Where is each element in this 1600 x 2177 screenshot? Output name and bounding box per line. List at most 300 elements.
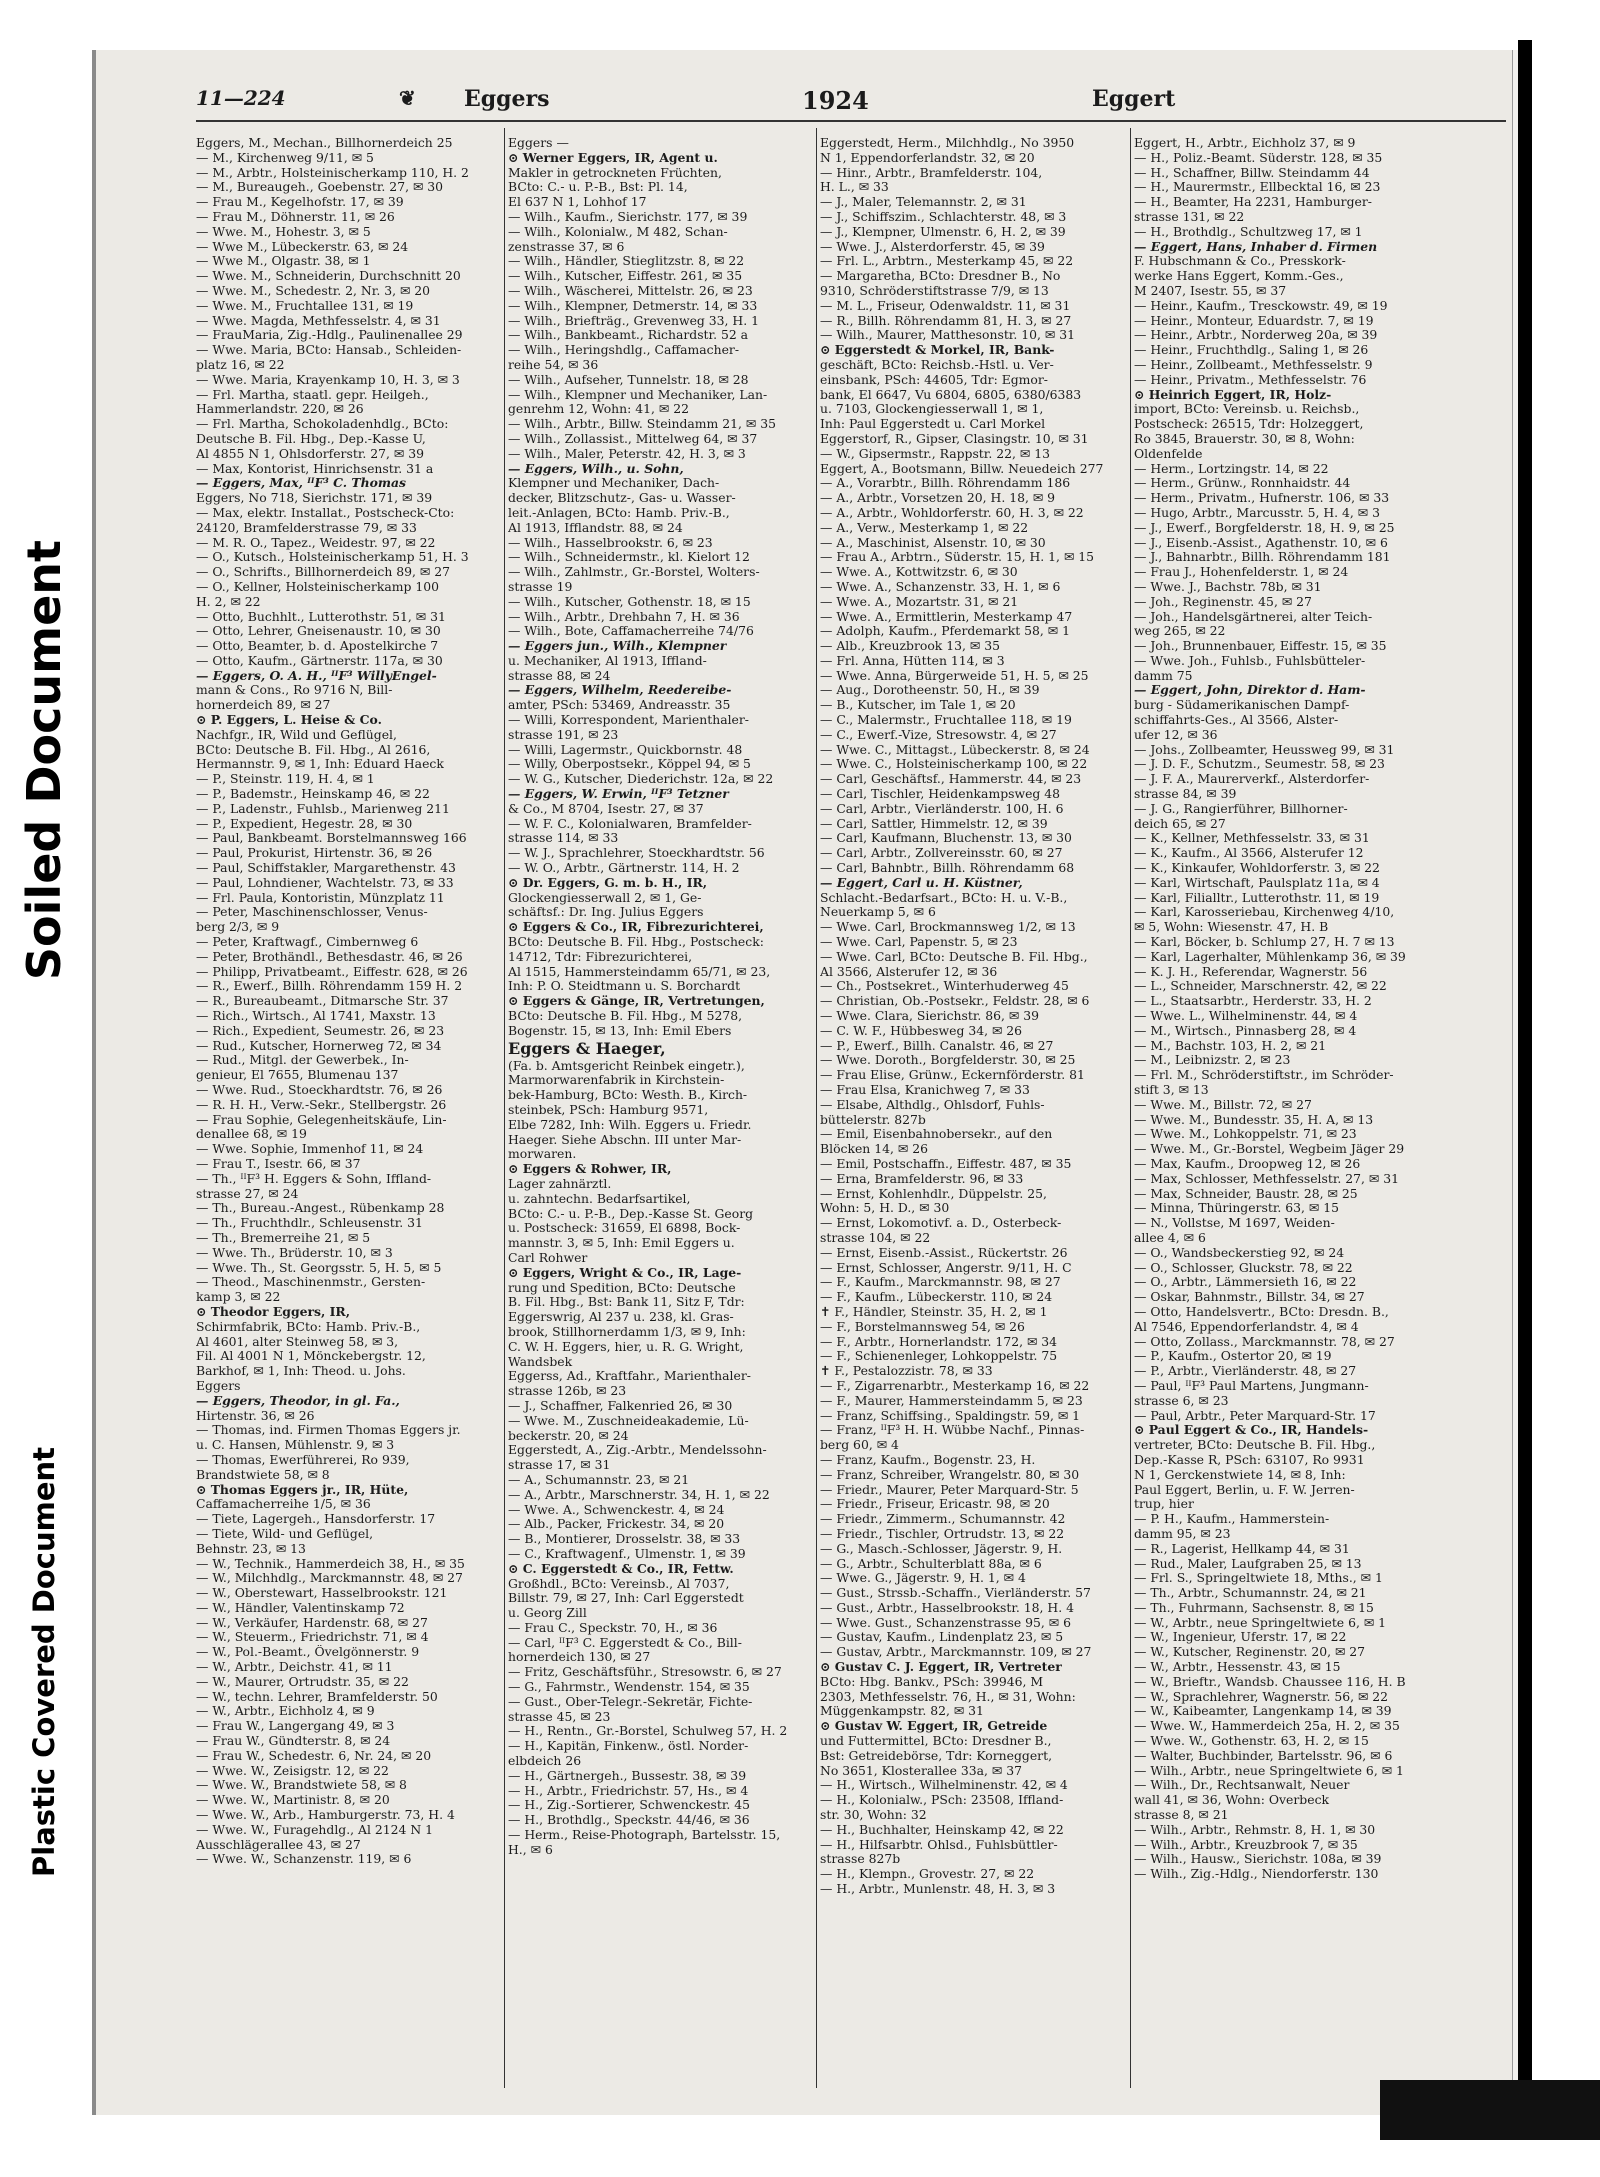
directory-entry: wall 41, ✉ 36, Wohn: Overbeck — [1134, 1793, 1330, 1808]
directory-entry: Eggert, H., Arbtr., Eichholz 37, ✉ 9 — [1134, 136, 1356, 150]
directory-entry: ⊙ Werner Eggers, IR, Agent u. — [508, 150, 718, 165]
directory-entry: kamp 3, ✉ 22 — [196, 1290, 281, 1305]
directory-entry: — Gustav, Arbtr., Marckmannstr. 109, ✉ 27 — [820, 1645, 1092, 1660]
directory-entry: — Christian, Ob.-Postsekr., Feldstr. 28, ✉ 6 — [820, 994, 1090, 1009]
directory-entry: — Fritz, Geschäftsführ., Stresowstr. 6, ✉ 27 — [508, 1665, 782, 1680]
directory-entry: — Wilh., Heringshdlg., Caffamacher- — [508, 343, 740, 358]
directory-entry: H., ✉ 6 — [508, 1842, 553, 1857]
directory-entry: ufer 12, ✉ 36 — [1134, 727, 1218, 742]
directory-entry: Eggers, No 718, Sierichstr. 171, ✉ 39 — [196, 491, 433, 506]
directory-entry: N 1, Gerckenstwiete 14, ✉ 8, Inh: — [1134, 1467, 1346, 1482]
directory-entry: Elbe 7282, Inh: Wilh. Eggers u. Friedr. — [508, 1117, 752, 1132]
directory-entry: stift 3, ✉ 13 — [1134, 1083, 1209, 1097]
directory-entry: — R., Billh. Röhrendamm 81, H. 3, ✉ 27 — [820, 313, 1072, 328]
directory-entry: berg 2/3, ✉ 9 — [196, 920, 280, 935]
directory-entry: — Thomas, ind. Firmen Thomas Eggers jr. — [196, 1423, 461, 1438]
directory-entry: — Aug., Dorotheenstr. 50, H., ✉ 39 — [820, 683, 1040, 698]
directory-entry: Marmorwarenfabrik in Kirchstein- — [508, 1073, 725, 1088]
directory-entry: — Wilh., Arbtr., neue Springeltwiete 6, ✉ 1 — [1134, 1763, 1404, 1778]
directory-entry: — Emil, Postschaffn., Eiffestr. 487, ✉ 35 — [820, 1156, 1072, 1171]
directory-entry: C. W. H. Eggers, hier, u. R. G. Wright, — [508, 1339, 744, 1354]
directory-entry: — Eggers, Theodor, in gl. Fa., — [196, 1393, 400, 1408]
directory-entry: — Eggert, Carl u. H. Küstner, — [820, 875, 1023, 890]
directory-entry: burg - Südamerikanischen Dampf- — [1134, 698, 1350, 713]
directory-entry: — R., Ewerf., Billh. Röhrendamm 159 H. 2 — [196, 979, 463, 994]
directory-entry: — Wilh., Klempner und Mechaniker, Lan- — [508, 387, 768, 402]
directory-entry: — W., Arbtr., Hessenstr. 43, ✉ 15 — [1134, 1660, 1341, 1675]
directory-entry: strasse 114, ✉ 33 — [508, 831, 619, 846]
directory-entry: deich 65, ✉ 27 — [1134, 816, 1226, 831]
directory-entry: — Wilh., Kutscher, Eiffestr. 261, ✉ 35 — [508, 269, 743, 284]
directory-entry: — J., Bahnarbtr., Billh. Röhrendamm 181 — [1134, 550, 1391, 565]
directory-entry: — Wwe. M., Hohestr. 3, ✉ 5 — [196, 224, 371, 239]
directory-entry: strasse 827b — [820, 1852, 901, 1867]
directory-entry: einsbank, PSch: 44605, Tdr: Egmor- — [820, 372, 1048, 387]
directory-entry: Blöcken 14, ✉ 26 — [820, 1142, 928, 1157]
directory-entry: ✉ 5, Wohn: Wiesenstr. 47, H. B — [1134, 920, 1329, 935]
directory-entry: Nachfgr., IR, Wild und Geflügel, — [196, 727, 397, 742]
directory-entry: — Th., Fuhrmann, Sachsenstr. 8, ✉ 15 — [1134, 1600, 1374, 1615]
directory-entry: ⊙ Eggerstedt & Morkel, IR, Bank- — [820, 343, 1055, 358]
directory-entry: Eggerss, Ad., Kraftfahr., Marienthaler- — [508, 1369, 751, 1384]
directory-entry: — M., Bureaugeh., Goebenstr. 27, ✉ 30 — [196, 180, 444, 195]
directory-entry: — A., Arbtr., Wohldorferstr. 60, H. 3, ✉ 22 — [820, 505, 1084, 520]
directory-entry: — Wwe. J., Bachstr. 78b, ✉ 31 — [1134, 579, 1322, 594]
directory-entry: — Oskar, Bahnmstr., Billstr. 34, ✉ 27 — [1134, 1290, 1365, 1305]
directory-entry: — Wwe. Rud., Stoeckhardtstr. 76, ✉ 26 — [196, 1083, 443, 1097]
directory-entry: — Wwe. Magda, Methfesselstr. 4, ✉ 31 — [196, 313, 441, 328]
directory-entry: — Wilh., Maler, Peterstr. 42, H. 3, ✉ 3 — [508, 446, 746, 461]
directory-entry: u. 7103, Glockengiesserwall 1, ✉ 1, — [820, 402, 1044, 417]
directory-entry: — Wwe. Clara, Sierichstr. 86, ✉ 39 — [820, 1009, 1039, 1024]
directory-entry: BCto: Deutsche B. Fil. Hbg., Postscheck: — [508, 935, 764, 950]
directory-entry: — Carl, Arbtr., Zollvereinsstr. 60, ✉ 27 — [820, 846, 1063, 861]
directory-entry: — Wwe. A., Ermittlerin, Mesterkamp 47 — [820, 609, 1073, 624]
directory-entry: Schlacht.-Bedarfsart., BCto: H. u. V.-B., — [820, 890, 1068, 905]
directory-entry: — Rud., Kutscher, Hornerweg 72, ✉ 34 — [196, 1038, 442, 1053]
directory-entry: — Eggers, Wilhelm, Reedereibe- — [508, 683, 732, 698]
directory-entry: — Wilh., Zahlmstr., Gr.-Borstel, Wolters- — [508, 565, 760, 580]
directory-entry: — Wwe. W., Schanzenstr. 119, ✉ 6 — [196, 1852, 412, 1867]
directory-entry: — Wwe. Joh., Fuhlsb., Fuhlsbütteler- — [1134, 653, 1366, 668]
directory-entry: — Emil, Eisenbahnobersekr., auf den — [820, 1127, 1053, 1142]
directory-entry: — Otto, Buchhlt., Lutterothstr. 51, ✉ 31 — [196, 609, 446, 624]
directory-entry: — Wwe. M., Schneiderin, Durchschnitt 20 — [196, 269, 461, 284]
directory-entry: — Karl, Filialltr., Lutterothstr. 11, ✉ 19 — [1134, 890, 1380, 905]
directory-entry: — K., Kaufm., Al 3566, Alsterufer 12 — [1134, 846, 1364, 861]
directory-entry: reihe 54, ✉ 36 — [508, 357, 599, 372]
directory-entry: und Futtermittel, BCto: Dresdner B., — [820, 1734, 1052, 1749]
directory-entry: u. Mechaniker, Al 1913, Iffland- — [508, 653, 707, 668]
directory-entry: — Franz, Schiffsing., Spaldingstr. 59, ✉ 1 — [820, 1408, 1081, 1423]
directory-entry: — Franz, ᴵᴵF³ H. H. Wübbe Nachf., Pinnas- — [820, 1423, 1085, 1438]
directory-entry: — W., Kaibeamter, Langenkamp 14, ✉ 39 — [1134, 1704, 1392, 1719]
directory-entry: genrehm 12, Wohn: 41, ✉ 22 — [508, 402, 689, 417]
directory-entry: hornerdeich 89, ✉ 27 — [196, 698, 331, 713]
directory-entry: — W. G., Kutscher, Diederichstr. 12a, ✉ 22 — [508, 772, 774, 787]
directory-entry: — H., Brothdlg., Schultzweg 17, ✉ 1 — [1134, 224, 1363, 239]
directory-entry: — W., Milchhdlg., Marckmannstr. 48, ✉ 27 — [196, 1571, 463, 1586]
directory-entry: — Herm., Lortzingstr. 14, ✉ 22 — [1134, 461, 1329, 476]
directory-entry: Paul Eggert, Berlin, u. F. W. Jerren- — [1134, 1482, 1355, 1497]
directory-entry: — Peter, Kraftwagf., Cimbernweg 6 — [196, 935, 419, 950]
directory-entry: — Franz, Kaufm., Bogenstr. 23, H. — [820, 1452, 1036, 1467]
directory-entry: — M., Leibnizstr. 2, ✉ 23 — [1134, 1053, 1291, 1068]
directory-entry: — Erna, Bramfelderstr. 96, ✉ 33 — [820, 1171, 1024, 1186]
directory-entry: mannstr. 3, ✉ 5, Inh: Emil Eggers u. — [508, 1236, 735, 1251]
directory-entry: — J., Schaffner, Falkenried 26, ✉ 30 — [508, 1398, 733, 1413]
directory-entry: Eggerstedt, Herm., Milchhdlg., No 3950 — [820, 136, 1075, 150]
directory-entry: (Fa. b. Amtsgericht Reinbek eingetr.), — [508, 1058, 745, 1073]
directory-entry: — Wwe. M., Lohkoppelstr. 71, ✉ 23 — [1134, 1127, 1357, 1142]
directory-entry: — M., Kirchenweg 9/11, ✉ 5 — [196, 150, 374, 165]
directory-entry: — J. D. F., Schutzm., Seumestr. 58, ✉ 23 — [1134, 757, 1385, 772]
directory-entry: — R., Lagerist, Hellkamp 44, ✉ 31 — [1134, 1541, 1350, 1556]
directory-entry: — Wwe. M., Schedestr. 2, Nr. 3, ✉ 20 — [196, 283, 431, 298]
directory-entry: — Wilh., Schneidermstr., kl. Kielort 12 — [508, 550, 750, 565]
scan-border-bottom — [1380, 2080, 1600, 2140]
directory-entry: — Gust., Strssb.-Schaffn., Vierländerstr. 57 — [820, 1586, 1091, 1601]
directory-entry: — B., Montierer, Drosselstr. 38, ✉ 33 — [508, 1532, 741, 1547]
directory-entry: — P., Steinstr. 119, H. 4, ✉ 1 — [196, 772, 375, 787]
directory-entry: strasse 84, ✉ 39 — [1134, 787, 1237, 802]
directory-entry: H. 2, ✉ 22 — [196, 594, 261, 609]
directory-entry: — Karl, Lagerhalter, Mühlenkamp 36, ✉ 39 — [1134, 949, 1406, 964]
directory-entry: F. Hubschmann & Co., Presskork- — [1134, 254, 1346, 269]
directory-entry: — P., Ewerf., Billh. Canalstr. 46, ✉ 27 — [820, 1038, 1054, 1053]
directory-entry: Caffamacherreihe 1/5, ✉ 36 — [196, 1497, 371, 1512]
directory-entry: Al 3566, Alsterufer 12, ✉ 36 — [820, 964, 998, 979]
directory-entry: — F., Borstelmannsweg 54, ✉ 26 — [820, 1319, 1025, 1334]
directory-entry: — O., Schrifts., Billhornerdeich 89, ✉ 27 — [196, 565, 451, 580]
directory-entry: — Otto, Beamter, b. d. Apostelkirche 7 — [196, 639, 439, 654]
directory-entry: — Wwe. M., Zuschneideakademie, Lü- — [508, 1413, 749, 1428]
directory-entry: Schirmfabrik, BCto: Hamb. Priv.-B., — [196, 1319, 421, 1334]
directory-entry: — Wilh., Bankbeamt., Richardstr. 52 a — [508, 328, 749, 343]
directory-entry: — Herm., Reise-Photograph, Bartelsstr. 15, — [508, 1828, 781, 1843]
directory-entry: — Max, Kaufm., Droopweg 12, ✉ 26 — [1134, 1156, 1361, 1171]
directory-entry: ⊙ Gustav W. Eggert, IR, Getreide — [820, 1719, 1048, 1734]
directory-entry: — W., Kutscher, Reginenstr. 20, ✉ 27 — [1134, 1645, 1366, 1660]
directory-entry: Billstr. 79, ✉ 27, Inh: Carl Eggerstedt — [508, 1591, 744, 1606]
directory-entry: — Th., Bremerreihe 21, ✉ 5 — [196, 1230, 371, 1245]
directory-entry: N 1, Eppendorferlandstr. 32, ✉ 20 — [820, 150, 1035, 165]
directory-entry: — Tiete, Wild- und Geflügel, — [196, 1526, 374, 1541]
directory-entry: ⊙ C. Eggerstedt & Co., IR, Fettw. — [508, 1561, 734, 1576]
directory-entry: ⊙ Paul Eggert & Co., IR, Handels- — [1134, 1423, 1369, 1438]
directory-entry: Al 1515, Hammersteindamm 65/71, ✉ 23, — [508, 964, 771, 979]
directory-entry: — Max, Schlosser, Methfesselstr. 27, ✉ 31 — [1134, 1171, 1400, 1186]
directory-entry: — Wilh., Händler, Stieglitzstr. 8, ✉ 22 — [508, 254, 745, 269]
directory-entry: — Wilh., Briefträg., Grevenweg 33, H. 1 — [508, 313, 760, 328]
directory-entry: — Willi, Lagermstr., Quickbornstr. 48 — [508, 742, 743, 757]
directory-entry: — Wilh., Kolonialw., M 482, Schan- — [508, 224, 728, 239]
directory-entry: B. Fil. Hbg., Bst: Bank 11, Sitz F, Tdr: — [508, 1295, 745, 1310]
directory-entry: — Rich., Wirtsch., Al 1741, Maxstr. 13 — [196, 1009, 436, 1024]
directory-entry: — R. H. H., Verw.-Sekr., Stellbergstr. 26 — [196, 1097, 447, 1112]
directory-entry: — W., Brieftr., Wandsb. Chaussee 116, H. B — [1134, 1674, 1406, 1689]
directory-entry: — Eggers, O. A. H., ᴵᴵF³ WillyEngel- — [196, 668, 437, 683]
directory-entry: — Wwe. W., Brandstwiete 58, ✉ 8 — [196, 1778, 407, 1793]
directory-entry: — Otto, Kaufm., Gärtnerstr. 117a, ✉ 30 — [196, 653, 443, 668]
directory-entry: strasse 88, ✉ 24 — [508, 668, 611, 683]
directory-entry: Wohn: 5, H. D., ✉ 30 — [820, 1201, 950, 1216]
directory-entry: — J., Eisenb.-Assist., Agathenstr. 10, ✉ 6 — [1134, 535, 1388, 550]
header-right-keyword: Eggert — [1092, 86, 1176, 112]
directory-column-2 — [508, 136, 814, 2091]
directory-entry: — Walter, Buchbinder, Bartelsstr. 96, ✉ 6 — [1134, 1748, 1393, 1763]
directory-entry: — F., Zigarrenarbtr., Mesterkamp 16, ✉ 22 — [820, 1378, 1090, 1393]
directory-entry: Oldenfelde — [1134, 446, 1203, 461]
directory-entry: — Wwe M., Lübeckerstr. 63, ✉ 24 — [196, 239, 409, 254]
directory-entry: — Karl, Wirtschaft, Paulsplatz 11a, ✉ 4 — [1134, 875, 1380, 890]
directory-entry: — Carl, Arbtr., Vierländerstr. 100, H. 6 — [820, 801, 1064, 816]
directory-entry: mann & Cons., Ro 9716 N, Bill- — [196, 683, 393, 698]
directory-entry: strasse 126b, ✉ 23 — [508, 1384, 627, 1399]
directory-entry: Neuerkamp 5, ✉ 6 — [820, 905, 936, 920]
directory-entry: — Wwe. M., Bundesstr. 35, H. A, ✉ 13 — [1134, 1112, 1374, 1127]
scan-border-right — [1518, 0, 1600, 2177]
directory-entry: ⊙ Eggers, Wright & Co., IR, Lage- — [508, 1265, 742, 1280]
directory-entry: damm 75 — [1134, 668, 1193, 683]
directory-entry: strasse 8, ✉ 21 — [1134, 1808, 1229, 1823]
directory-entry: — H., Arbtr., Friedrichstr. 57, Hs., ✉ 4 — [508, 1783, 749, 1798]
directory-entry: — Frau M., Döhnerstr. 11, ✉ 26 — [196, 209, 395, 224]
directory-entry: — Wwe. W., Arb., Hamburgerstr. 73, H. 4 — [196, 1808, 455, 1823]
directory-entry: Inh: Paul Eggerstedt u. Carl Morkel — [820, 417, 1046, 432]
directory-entry: — Eggers, Max, ᴵᴵF³ C. Thomas — [196, 476, 406, 491]
directory-entry: Brandstwiete 58, ✉ 8 — [196, 1467, 330, 1482]
directory-entry: — W., Technik., Hammerdeich 38, H., ✉ 35 — [196, 1556, 465, 1571]
directory-entry: strasse 27, ✉ 24 — [196, 1186, 299, 1201]
directory-entry: — Carl, Kaufmann, Bluchenstr. 13, ✉ 30 — [820, 831, 1072, 846]
directory-entry: — O., Kellner, Holsteinischerkamp 100 — [196, 579, 440, 594]
directory-entry: — Frl. Martha, Schokoladenhdlg., BCto: — [196, 417, 449, 432]
scan-dark-bar — [1518, 40, 1532, 2140]
directory-entry: Inh: P. O. Steidtmann u. S. Borchardt — [508, 979, 741, 994]
directory-entry: — Eggers, W. Erwin, ᴵᴵF³ Tetzner — [508, 787, 729, 802]
directory-entry: — Friedr., Friseur, Ericastr. 98, ✉ 20 — [820, 1497, 1050, 1512]
directory-entry: — W., Händler, Valentinskamp 72 — [196, 1600, 405, 1615]
directory-entry: — H., Zig.-Sortierer, Schwenckestr. 45 — [508, 1798, 751, 1813]
directory-entry: — H., Hilfsarbtr. Ohlsd., Fuhlsbüttler- — [820, 1837, 1058, 1852]
directory-entry: — Eggert, John, Direktor d. Ham- — [1134, 683, 1366, 698]
directory-entry: 2303, Methfesselstr. 76, H., ✉ 31, Wohn: — [820, 1689, 1076, 1704]
directory-entry: — Ernst, Schlosser, Angerstr. 9/11, H. C — [820, 1260, 1072, 1275]
directory-entry: — Carl, Bahnbtr., Billh. Röhrendamm 68 — [820, 861, 1075, 876]
directory-entry: — Eggers jun., Wilh., Klempner — [508, 639, 727, 654]
directory-entry: — Wwe. Doroth., Borgfelderstr. 30, ✉ 25 — [820, 1053, 1076, 1068]
directory-entry: — Herm., Privatm., Hufnerstr. 106, ✉ 33 — [1134, 491, 1390, 506]
directory-entry: — Wwe. Carl, Papenstr. 5, ✉ 23 — [820, 935, 1018, 950]
directory-entry: — G., Masch.-Schlosser, Jägerstr. 9, H. — [820, 1541, 1063, 1556]
directory-entry: — H., Brothdlg., Speckstr. 44/46, ✉ 36 — [508, 1813, 750, 1828]
directory-entry: — P., Expedient, Hegestr. 28, ✉ 30 — [196, 816, 413, 831]
directory-entry: — Wwe. J., Alsterdorferstr. 45, ✉ 39 — [820, 239, 1045, 254]
directory-entry: — Frl. Martha, staatl. gepr. Heilgeh., — [196, 387, 429, 402]
directory-entry: — Friedr., Zimmerm., Schumannstr. 42 — [820, 1512, 1066, 1527]
page-number: 11—224 — [196, 86, 286, 110]
directory-entry: Eggerstorf, R., Gipser, Clasingstr. 10, ✉ 31 — [820, 431, 1089, 446]
directory-entry: — W., Steuerm., Friedrichstr. 71, ✉ 4 — [196, 1630, 429, 1645]
directory-entry: — Frau Elise, Grünw., Eckernförderstr. 81 — [820, 1068, 1085, 1083]
directory-entry: — Th., Arbtr., Schumannstr. 24, ✉ 21 — [1134, 1586, 1367, 1601]
directory-entry: — Wilh., Kaufm., Sierichstr. 177, ✉ 39 — [508, 209, 748, 224]
directory-entry: — Wwe. M., Fruchtallee 131, ✉ 19 — [196, 298, 414, 313]
directory-entry: — H., Poliz.-Beamt. Süderstr. 128, ✉ 35 — [1134, 150, 1383, 165]
directory-entry: — P., Kaufm., Ostertor 20, ✉ 19 — [1134, 1349, 1332, 1364]
directory-entry: — Rich., Expedient, Seumestr. 26, ✉ 23 — [196, 1023, 445, 1038]
directory-entry: — H., Kolonialw., PSch: 23508, Iffland- — [820, 1793, 1064, 1808]
directory-entry: ⊙ Gustav C. J. Eggert, IR, Vertreter — [820, 1660, 1062, 1675]
directory-entry: — Alb., Kreuzbrook 13, ✉ 35 — [820, 639, 1000, 654]
directory-entry: — Wilh., Arbtr., Kreuzbrook 7, ✉ 35 — [1134, 1837, 1358, 1852]
plastic-covered-label: Plastic Covered Document — [27, 1447, 61, 1877]
directory-entry: — Friedr., Tischler, Ortrudstr. 13, ✉ 22 — [820, 1526, 1065, 1541]
directory-column-3 — [820, 136, 1128, 2091]
page-header — [196, 86, 1506, 116]
directory-entry: ⊙ Thomas Eggers jr., IR, Hüte, — [196, 1482, 409, 1497]
directory-entry: — J. F. A., Maurerverkf., Alsterdorfer- — [1134, 772, 1370, 787]
directory-entry: — Paul, ᴵᴵF³ Paul Martens, Jungmann- — [1134, 1378, 1369, 1393]
directory-entry: u. Georg Zill — [508, 1606, 587, 1621]
directory-entry: denallee 68, ✉ 19 — [196, 1127, 307, 1142]
directory-entry: — H., Klempn., Grovestr. 27, ✉ 22 — [820, 1867, 1035, 1882]
directory-entry: — Minna, Thüringerstr. 63, ✉ 15 — [1134, 1201, 1339, 1216]
directory-entry: — P., Bademstr., Heinskamp 46, ✉ 22 — [196, 787, 430, 802]
ornament-icon: ❦ — [399, 86, 416, 110]
directory-entry: — Wilh., Klempner, Detmerstr. 14, ✉ 33 — [508, 298, 758, 313]
column-divider — [1130, 128, 1131, 2088]
directory-entry: — Heinr., Arbtr., Norderweg 20a, ✉ 39 — [1134, 328, 1378, 343]
directory-entry: — Wwe. A., Mozartstr. 31, ✉ 21 — [820, 594, 1019, 609]
directory-entry: — Wwe. C., Mittagst., Lübeckerstr. 8, ✉ 24 — [820, 742, 1090, 757]
directory-entry: — W., Pol.-Beamt., Övelgönnerstr. 9 — [196, 1645, 420, 1660]
directory-entry: bek-Hamburg, BCto: Westh. B., Kirch- — [508, 1088, 748, 1103]
directory-entry: — Wwe. M., Billstr. 72, ✉ 27 — [1134, 1097, 1312, 1112]
directory-entry: — Wwe. C., Holsteinischerkamp 100, ✉ 22 — [820, 757, 1088, 772]
directory-entry: Hirtenstr. 36, ✉ 26 — [196, 1408, 315, 1423]
directory-entry: — W. F. C., Kolonialwaren, Bramfelder- — [508, 816, 752, 831]
directory-entry: — Hugo, Arbtr., Marcusstr. 5, H. 4, ✉ 3 — [1134, 505, 1381, 520]
directory-entry: — A., Arbtr., Vorsetzen 20, H. 18, ✉ 9 — [820, 491, 1056, 506]
directory-entry: — W. O., Arbtr., Gärtnerstr. 114, H. 2 — [508, 861, 740, 876]
directory-entry: — Wilh., Arbtr., Drehbahn 7, H. ✉ 36 — [508, 609, 740, 624]
directory-entry: Bst: Getreidebörse, Tdr: Korneggert, — [820, 1748, 1053, 1763]
directory-entry: Eggers, M., Mechan., Billhornerdeich 25 — [196, 136, 453, 150]
directory-entry: — Otto, Zollass., Marckmannstr. 78, ✉ 27 — [1134, 1334, 1395, 1349]
directory-entry: — H., Rentn., Gr.-Borstel, Schulweg 57, H. 2 — [508, 1724, 788, 1739]
directory-entry: — Tiete, Lagergeh., Hansdorferstr. 17 — [196, 1512, 436, 1527]
directory-entry: — Paul, Prokurist, Hirtenstr. 36, ✉ 26 — [196, 846, 433, 861]
directory-entry: — Karl, Böcker, b. Schlump 27, H. 7 ✉ 13 — [1134, 935, 1395, 950]
directory-entry: — Wilh., Dr., Rechtsanwalt, Neuer — [1134, 1778, 1350, 1793]
directory-entry: weg 265, ✉ 22 — [1134, 624, 1226, 639]
directory-entry: schäftsf.: Dr. Ing. Julius Eggers — [508, 905, 704, 920]
directory-entry: — Gust., Ober-Telegr.-Sekretär, Fichte- — [508, 1694, 753, 1709]
directory-entry: — C., Kraftwagenf., Ulmenstr. 1, ✉ 39 — [508, 1546, 746, 1561]
directory-entry: — Herm., Grünw., Ronnhaidstr. 44 — [1134, 476, 1351, 491]
directory-entry: — Wwe. Sophie, Immenhof 11, ✉ 24 — [196, 1142, 424, 1157]
directory-entry: — Peter, Maschinenschlosser, Venus- — [196, 905, 428, 920]
directory-entry: ⊙ Eggers & Co., IR, Fibrezurichterei, — [508, 920, 764, 935]
directory-entry: — Otto, Handelsvertr., BCto: Dresdn. B., — [1134, 1304, 1389, 1319]
directory-entry: elbdeich 26 — [508, 1754, 582, 1769]
directory-entry: — Wwe M., Olgastr. 38, ✉ 1 — [196, 254, 371, 269]
directory-entry: Eggers & Haeger, — [508, 1038, 666, 1058]
directory-entry: — N., Vollstse, M 1697, Weiden- — [1134, 1216, 1335, 1231]
directory-entry: Behnstr. 23, ✉ 13 — [196, 1541, 306, 1556]
directory-entry: hornerdeich 130, ✉ 27 — [508, 1650, 651, 1665]
directory-entry: — Wwe. A., Kottwitzstr. 6, ✉ 30 — [820, 565, 1018, 580]
directory-entry: — Frau J., Hohenfelderstr. 1, ✉ 24 — [1134, 565, 1349, 580]
directory-entry: — Gustav, Kaufm., Lindenplatz 23, ✉ 5 — [820, 1630, 1064, 1645]
directory-entry: — P. H., Kaufm., Hammerstein- — [1134, 1512, 1330, 1527]
directory-entry: Eggert, A., Bootsmann, Billw. Neuedeich 277 — [820, 461, 1104, 476]
directory-entry: — Wwe. W., Martinistr. 8, ✉ 20 — [196, 1793, 390, 1808]
directory-entry: — Frl. Anna, Hütten 114, ✉ 3 — [820, 653, 1005, 668]
directory-entry: beckerstr. 20, ✉ 24 — [508, 1428, 629, 1443]
directory-entry: Hammerlandstr. 220, ✉ 26 — [196, 402, 364, 417]
directory-entry: vertreter, BCto: Deutsche B. Fil. Hbg., — [1134, 1438, 1376, 1453]
directory-entry: — Paul, Arbtr., Peter Marquard-Str. 17 — [1134, 1408, 1376, 1423]
header-left-keyword: Eggers — [464, 86, 550, 112]
directory-entry: Haeger. Siehe Abschn. III unter Mar- — [508, 1132, 742, 1147]
directory-entry: Eggers — — [508, 136, 569, 150]
directory-entry: — Frau W., Schedestr. 6, Nr. 24, ✉ 20 — [196, 1748, 432, 1763]
directory-entry: rung und Spedition, BCto: Deutsche — [508, 1280, 736, 1295]
directory-entry: — Max, Kontorist, Hinrichsenstr. 31 a — [196, 461, 434, 476]
directory-entry: trup, hier — [1134, 1497, 1194, 1512]
directory-entry: — W., Arbtr., neue Springeltwiete 6, ✉ 1 — [1134, 1615, 1387, 1630]
directory-entry: — H., Gärtnergeh., Bussestr. 38, ✉ 39 — [508, 1768, 747, 1783]
directory-entry: — Ch., Postsekret., Winterhuderweg 45 — [820, 979, 1069, 994]
directory-entry: BCto: Deutsche B. Fil. Hbg., Al 2616, — [196, 742, 431, 757]
directory-entry: — Wilh., Zig.-Hdlg., Niendorferstr. 130 — [1134, 1867, 1379, 1882]
directory-entry: — O., Kutsch., Holsteinischerkamp 51, H. 3 — [196, 550, 469, 565]
directory-entry: Dep.-Kasse R, PSch: 63107, Ro 9931 — [1134, 1452, 1365, 1467]
directory-entry: — H., Arbtr., Munlenstr. 48, H. 3, ✉ 3 — [820, 1882, 1056, 1897]
directory-entry: u. zahntechn. Bedarfsartikel, — [508, 1191, 691, 1206]
directory-entry: Hermannstr. 9, ✉ 1, Inh: Eduard Haeck — [196, 757, 444, 772]
directory-entry: — H., Wirtsch., Wilhelminenstr. 42, ✉ 4 — [820, 1778, 1068, 1793]
directory-entry: — Frau Sophie, Gelegenheitskäufe, Lin- — [196, 1112, 447, 1127]
directory-entry: — Th., ᴵᴵF³ H. Eggers & Sohn, Iffland- — [196, 1171, 432, 1186]
directory-entry: — O., Schlosser, Gluckstr. 78, ✉ 22 — [1134, 1260, 1353, 1275]
directory-entry: — Carl, Sattler, Himmelstr. 12, ✉ 39 — [820, 816, 1048, 831]
directory-entry: — F., Schienenleger, Lohkoppelstr. 75 — [820, 1349, 1058, 1364]
directory-entry: — Heinr., Privatm., Methfesselstr. 76 — [1134, 372, 1367, 387]
directory-entry: — Wwe. W., Zeisigstr. 12, ✉ 22 — [196, 1763, 389, 1778]
directory-entry: BCto: Hbg. Bankv., PSch: 39946, M — [820, 1674, 1044, 1689]
directory-entry: — Wwe. A., Schanzenstr. 33, H. 1, ✉ 6 — [820, 579, 1061, 594]
directory-entry: — Wwe. W., Furagehdlg., Al 2124 N 1 — [196, 1822, 434, 1837]
page-edge-shadow — [92, 50, 96, 2115]
directory-entry: strasse 131, ✉ 22 — [1134, 209, 1245, 224]
directory-entry: — Frl. L., Arbtrn., Mesterkamp 45, ✉ 22 — [820, 254, 1074, 269]
directory-entry: — O., Wandsbeckerstieg 92, ✉ 24 — [1134, 1245, 1345, 1260]
directory-entry: — Willy, Oberpostsekr., Köppel 94, ✉ 5 — [508, 757, 751, 772]
directory-entry: — F., Kaufm., Lübeckerstr. 110, ✉ 24 — [820, 1290, 1053, 1305]
directory-entry: Fil. Al 4001 N 1, Mönckebergstr. 12, — [196, 1349, 426, 1364]
column-divider — [816, 128, 817, 2088]
directory-entry: — W., techn. Lehrer, Bramfelderstr. 50 — [196, 1689, 438, 1704]
directory-entry: — Frau W., Langergang 49, ✉ 3 — [196, 1719, 395, 1734]
directory-entry: — Wilh., Wäscherei, Mittelstr. 26, ✉ 23 — [508, 283, 753, 298]
directory-entry: strasse 104, ✉ 22 — [820, 1230, 931, 1245]
directory-entry: — Wwe. Th., Brüderstr. 10, ✉ 3 — [196, 1245, 393, 1260]
directory-entry: ⊙ Heinrich Eggert, IR, Holz- — [1134, 387, 1332, 402]
